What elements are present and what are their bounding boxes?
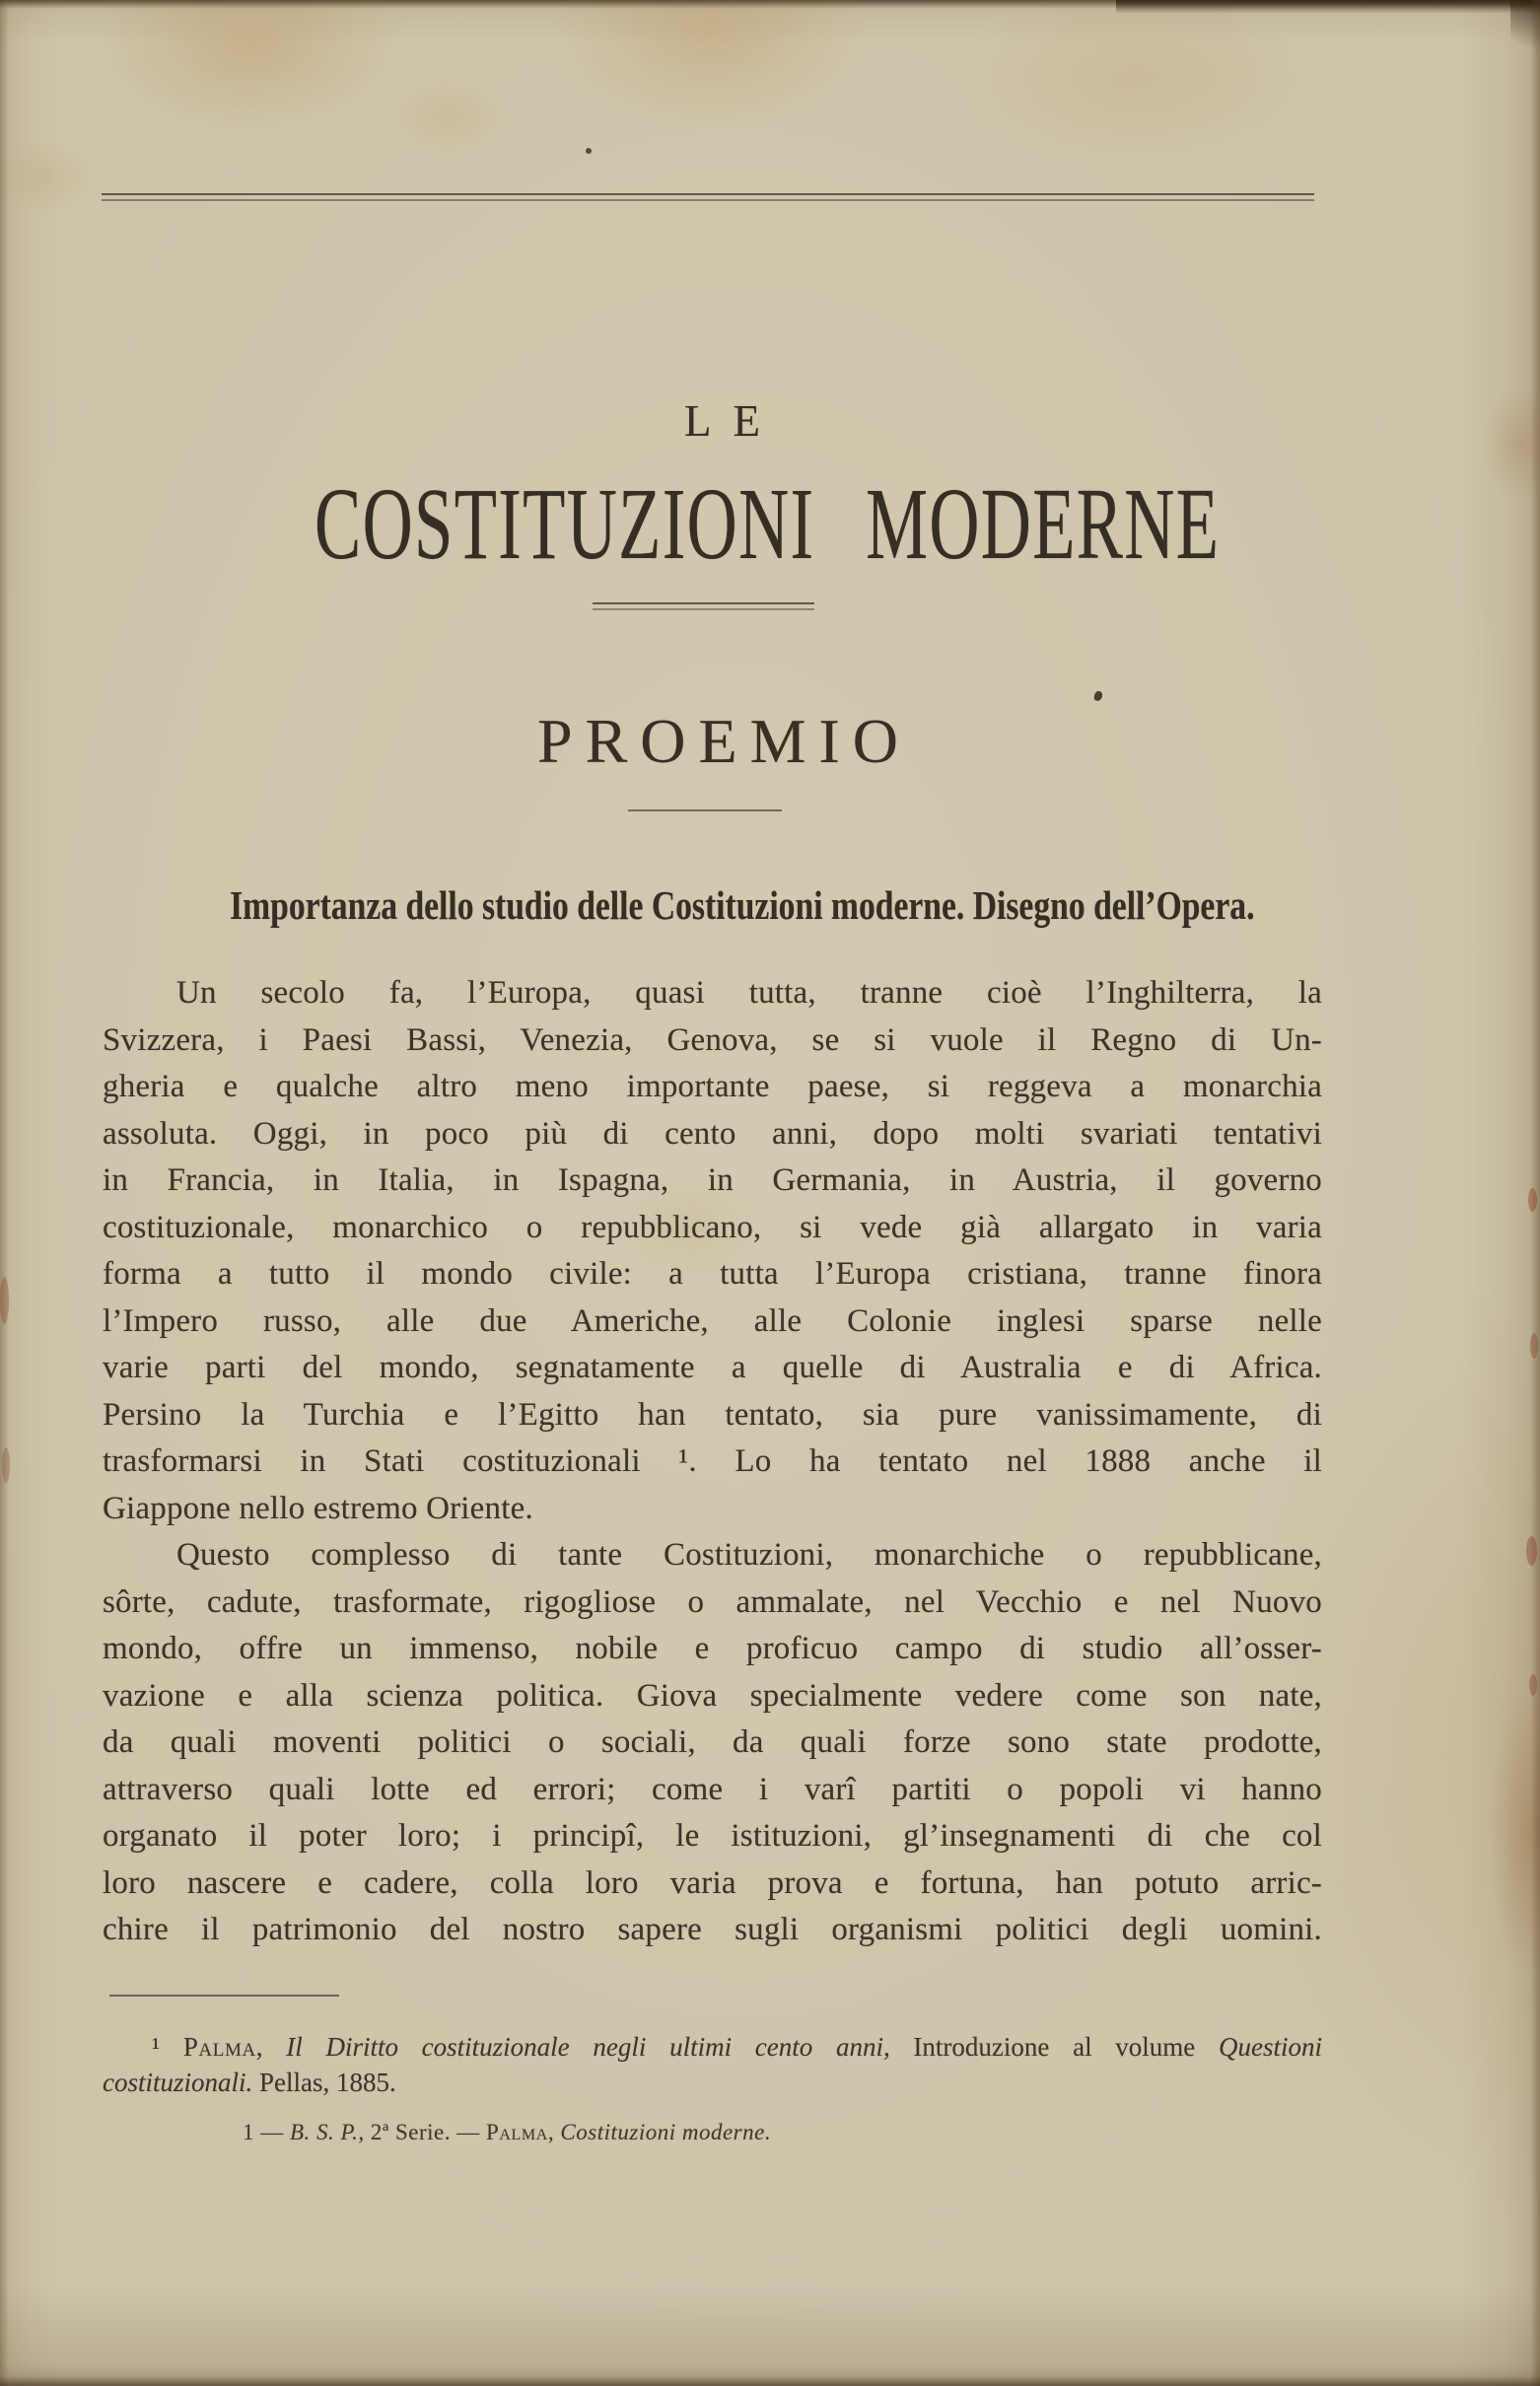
text-line: organato il poter loro; i principî, le istituzioni, gl’insegnamenti di che col [103,1818,1322,1854]
text-segment: costituzionali. [103,2068,253,2097]
footnote-line [103,2029,1322,2065]
text-line: mondo, offre un immenso, nobile e proficuo campo di studio all’osser- [103,1631,1322,1666]
text-line: loro nascere e cadere, colla loro varia prova e fortuna, han potuto arric- [103,1864,1322,1901]
ink-speck [1093,690,1103,702]
text-line: chire il patrimonio del nostro sapere sugli organismi politici degli uomini. [103,1912,1322,1947]
chapter-heading-rule [628,809,782,811]
text-segment: Questioni [1218,2032,1322,2062]
half-title: LE [684,396,782,446]
text-segment: Palma [182,2032,256,2062]
page-edge-left [0,0,9,2386]
text-line: in Francia, in Italia, in Ispagna, in Germania, in Austria, il governo [103,1162,1322,1198]
page-edge-bottom [0,2376,1540,2386]
footnote [103,2029,1322,2100]
book-title-text: COSTITUZIONI MODERNE [315,467,1221,581]
footnote-line [103,2065,1322,2100]
text-line: forma a tutto il mondo civile: a tutta l’Europa cristiana, tranne finora [103,1256,1322,1292]
text-line: assoluta. Oggi, in poco più di cento anni, dopo molti svariati tentativi [103,1115,1322,1152]
text-line: sôrte, cadute, trasformate, rigogliose o ammalate, nel Vecchio e nel Nuovo [103,1583,1322,1620]
text-line: attraverso quali lotte ed errori; come i varî partiti o popoli vi hanno [103,1771,1322,1807]
ink-speck [586,148,592,154]
text-line: Svizzera, i Paesi Bassi, Venezia, Genova, se si vuole il Regno di Un- [103,1021,1322,1058]
body-text [103,970,1322,1954]
text-line: Un secolo fa, l’Europa, quasi tutta, tranne cioè l’Inghilterra, la [176,975,1322,1011]
text-segment: , [255,2032,287,2062]
section-summary-text: Importanza dello studio delle Costituzioni moderne. Disegno dell’Opera. [230,882,1255,928]
stain [0,1277,9,1324]
text-line: Questo complesso di tante Costituzioni, monarchiche o repubblicane, [176,1537,1322,1573]
top-double-rule [102,199,1314,201]
text-segment: Palma [486,2120,548,2144]
text-line: varie parti del mondo, segnatamente a quelle di Australia e di Africa. [103,1350,1322,1385]
text-line: costituzionale, monarchico o repubblicano, si vede già allargato in varia [103,1209,1322,1245]
chapter-heading: PROEMIO [536,706,912,776]
text-line: l’Impero russo, alle due Americhe, alle Colonie inglesi sparse nelle [103,1302,1322,1339]
text-segment: Il Diritto costituzionale negli ultimi cento anni, [286,2032,890,2062]
text-line: da quali moventi politici o sociali, da quali forze sono state prodotte, [103,1724,1322,1760]
text-segment: 2ª Serie. — [364,2120,486,2144]
stain [1528,1188,1537,1212]
title-divider-rule [593,602,814,604]
stain [1526,1536,1537,1566]
signature-line [243,2118,771,2147]
text-line: Giappone nello estremo Oriente. [103,1490,533,1526]
text-line: Persino la Turchia e l’Egitto han tentato, sia pure vanissimamente, di [103,1396,1322,1433]
text-segment: Costituzioni moderne. [560,2120,772,2144]
stain [1530,1333,1538,1359]
title-divider-rule [593,608,814,610]
page-edge-top-right [1116,0,1540,14]
text-line: gheria e qualche altro meno importante paese, si reggeva a monarchia [103,1069,1322,1104]
text-segment: B. S. P., [290,2120,365,2144]
text-segment: Pellas, 1885. [252,2068,396,2097]
text-segment: , [547,2120,561,2144]
text-segment: ¹ [152,2032,183,2062]
footnote-rule [109,1995,339,1997]
text-line: vazione e alla scienza politica. Giova specialmente vedere come son nate, [103,1677,1322,1714]
text-segment: Introduzione al volume [889,2032,1219,2062]
top-double-rule [102,193,1314,195]
section-summary [117,882,1337,928]
stain [1529,1674,1537,1696]
stain [2,1447,10,1483]
text-line: trasformarsi in Stati costituzionali ¹. Lo ha tentato nel 1888 anche il [103,1443,1322,1479]
text-segment: 1 — [243,2120,290,2144]
book-title [102,467,1321,581]
